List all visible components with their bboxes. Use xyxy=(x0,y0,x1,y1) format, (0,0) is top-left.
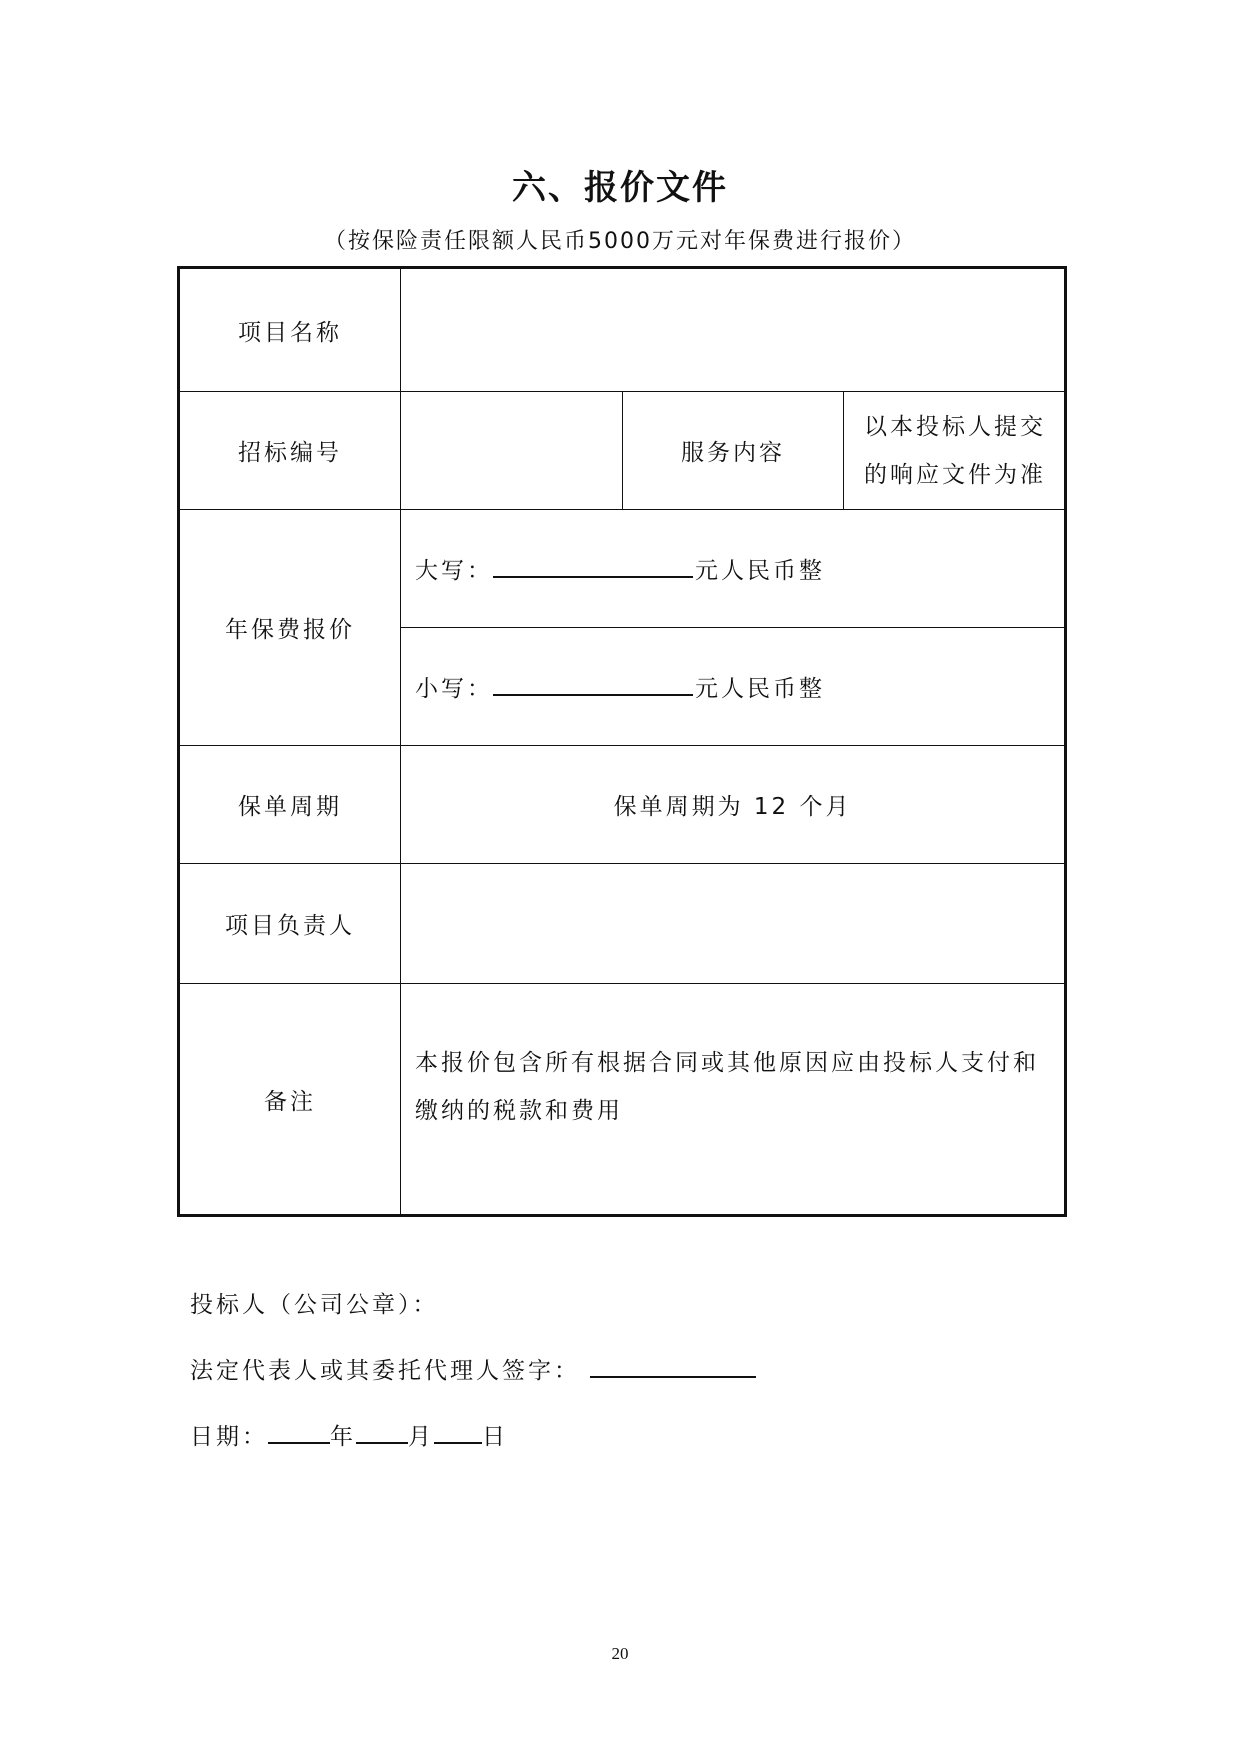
remarks-label: 备注 xyxy=(179,984,401,1216)
lowercase-amount-cell xyxy=(401,628,1066,746)
uppercase-amount-blank[interactable] xyxy=(493,575,693,578)
signature-blank[interactable] xyxy=(590,1375,756,1378)
remarks-cell xyxy=(401,984,1066,1216)
policy-period-value: 保单周期为 12 个月 xyxy=(401,746,1066,864)
bid-number-field[interactable] xyxy=(401,392,623,510)
uppercase-suffix: 元人民币整 xyxy=(695,558,825,584)
row-bid-number xyxy=(179,392,1066,510)
uppercase-label: 大写： xyxy=(415,558,493,584)
date-line xyxy=(190,1418,508,1451)
uppercase-amount-cell xyxy=(401,510,1066,628)
date-label: 日期： xyxy=(190,1424,268,1450)
year-label: 年 xyxy=(330,1424,356,1450)
row-project-name xyxy=(179,268,1066,392)
month-blank[interactable] xyxy=(356,1441,408,1444)
signature-label: 法定代表人或其委托代理人签字： xyxy=(190,1358,580,1384)
row-project-manager xyxy=(179,864,1066,984)
lowercase-label: 小写： xyxy=(415,676,493,702)
month-label: 月 xyxy=(408,1424,434,1450)
bidder-label: 投标人（公司公章）： xyxy=(190,1292,439,1318)
signature-line xyxy=(190,1352,756,1385)
project-manager-field[interactable] xyxy=(401,864,1066,984)
annual-premium-label: 年保费报价 xyxy=(179,510,401,746)
service-content-value: 以本投标人提交的响应文件为准 xyxy=(844,392,1066,510)
day-blank[interactable] xyxy=(434,1441,482,1444)
project-name-label: 项目名称 xyxy=(179,268,401,392)
year-blank[interactable] xyxy=(268,1441,330,1444)
project-manager-label: 项目负责人 xyxy=(179,864,401,984)
policy-period-label: 保单周期 xyxy=(179,746,401,864)
row-remarks xyxy=(179,984,1066,1216)
lowercase-suffix: 元人民币整 xyxy=(695,676,825,702)
service-content-label: 服务内容 xyxy=(623,392,844,510)
row-policy-period xyxy=(179,746,1066,864)
bid-number-label: 招标编号 xyxy=(179,392,401,510)
page-title: 六、报价文件 xyxy=(512,168,728,208)
day-label: 日 xyxy=(482,1424,508,1450)
remarks-value: 本报价包含所有根据合同或其他原因应由投标人支付和缴纳的税款和费用 xyxy=(415,1050,1039,1124)
bidder-seal-line xyxy=(190,1286,439,1319)
row-premium-uppercase xyxy=(179,510,1066,628)
lowercase-amount-blank[interactable] xyxy=(493,693,693,696)
quotation-table xyxy=(177,266,1067,1217)
project-name-field[interactable] xyxy=(401,268,1066,392)
page-subtitle: （按保险责任限额人民币5000万元对年保费进行报价） xyxy=(324,229,916,254)
page-number: 20 xyxy=(611,1644,629,1663)
